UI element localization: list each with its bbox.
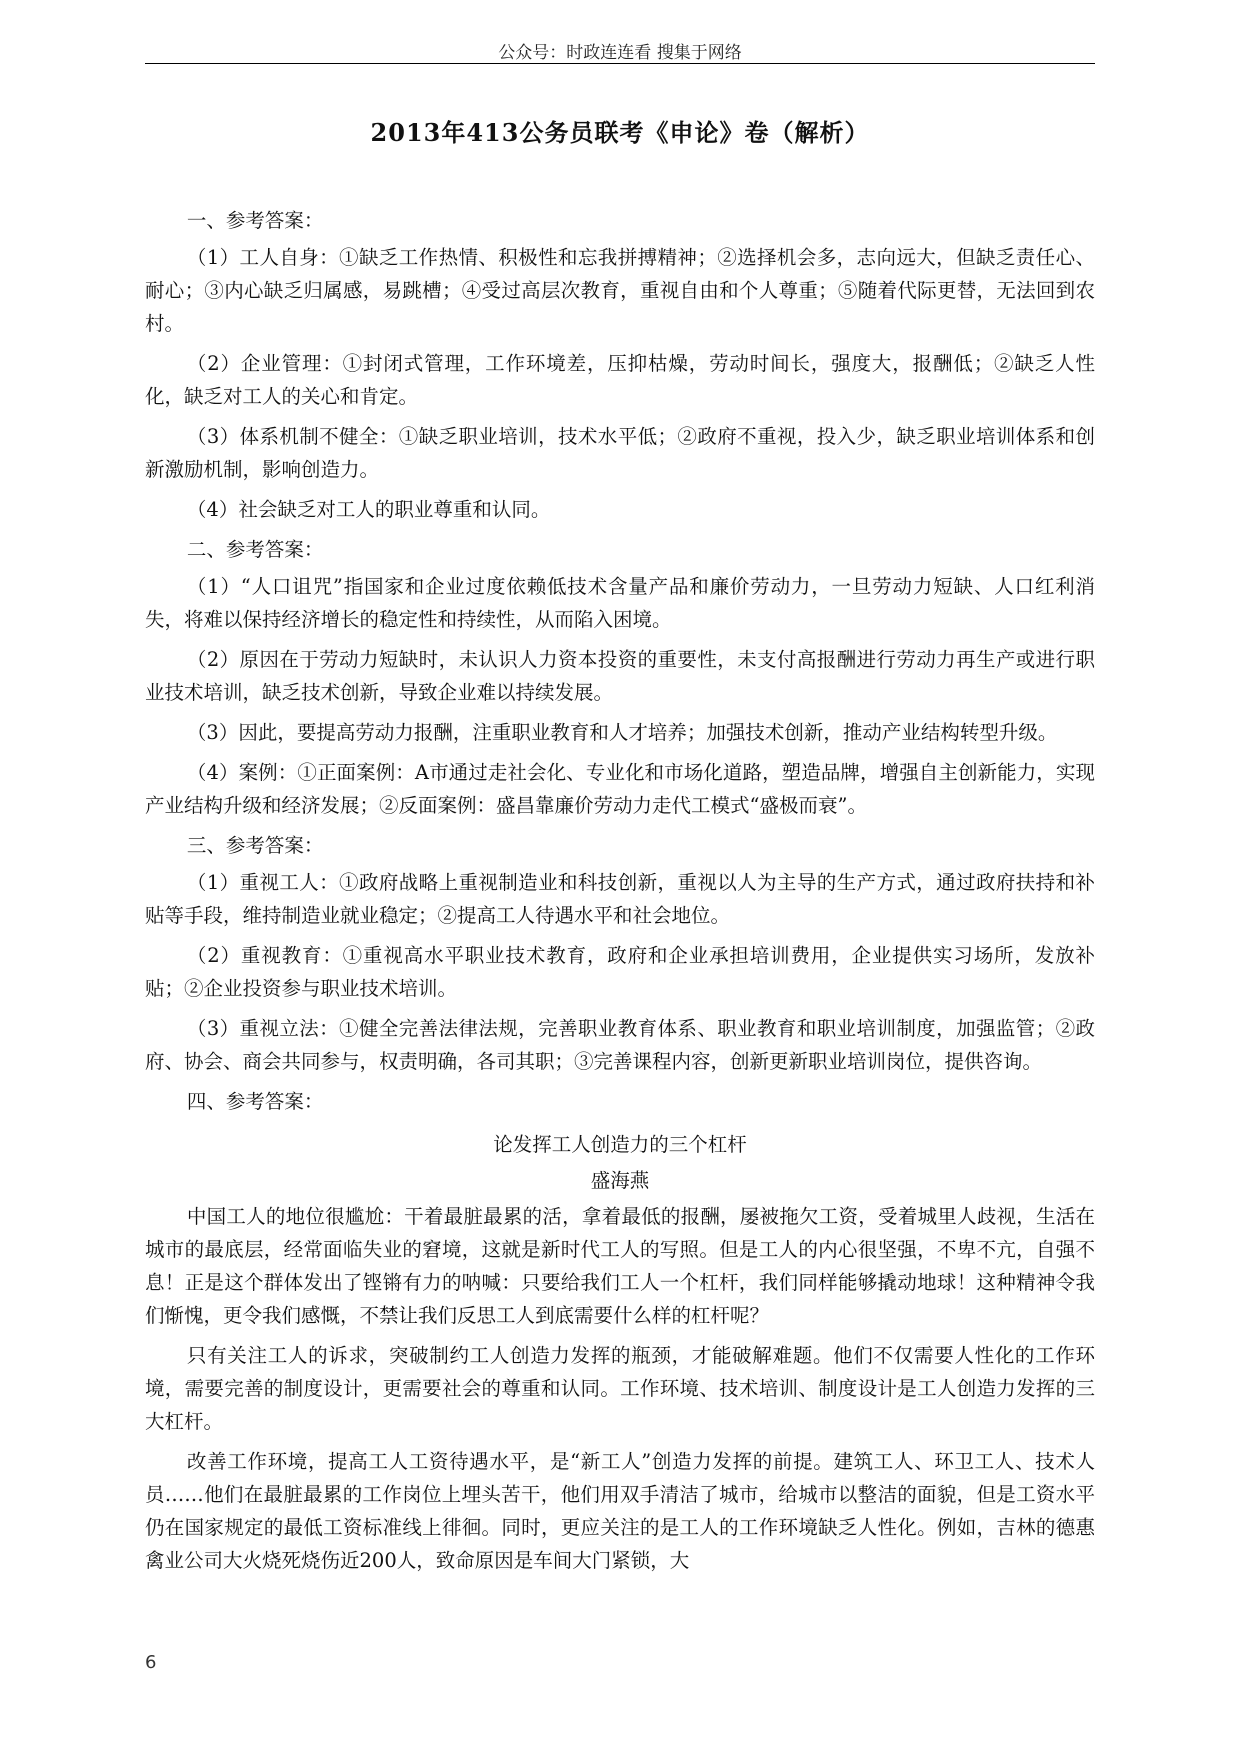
essay-paragraph: 中国工人的地位很尴尬：干着最脏最累的活，拿着最低的报酬，屡被拖欠工资，受着城里人歧视，生活在城市的最底层，经常面临失业的窘境，这就是新时代工人的写照。但是工人的内心很坚强，不卑不亢，自强不息！正是这个群体发出了铿锵有力的呐喊：只要给我们工人一个杠杆，我们同样能够撬动地球！这种精神令我们惭愧，更令我们感慨，不禁让我们反思工人到底需要什么样的杠杆呢？: [145, 1205, 1095, 1327]
answer-paragraph: （4）社会缺乏对工人的职业尊重和认同。: [186, 498, 551, 521]
document-body: [145, 200, 1095, 1584]
document-title: 2013年413公务员联考《申论》卷（解析）: [370, 118, 870, 147]
section-heading: 二、参考答案：: [186, 538, 324, 561]
essay-paragraph: 只有关注工人的诉求，突破制约工人创造力发挥的瓶颈，才能破解难题。他们不仅需要人性化的工作环境，需要完善的制度设计，更需要社会的尊重和认同。工作环境、技术培训、制度设计是工人创造力发挥的三大杠杆。: [145, 1344, 1095, 1433]
answer-paragraph: （2）企业管理：①封闭式管理，工作环境差，压抑枯燥，劳动时间长，强度大，报酬低；②缺乏人性化，缺乏对工人的关心和肯定。: [145, 352, 1095, 408]
section-heading: 三、参考答案：: [186, 834, 324, 857]
header-divider: [145, 63, 1095, 64]
essay-paragraph: 改善工作环境，提高工人工资待遇水平，是“新工人”创造力发挥的前提。建筑工人、环卫工人、技术人员……他们在最脏最累的工作岗位上埋头苦干，他们用双手清洁了城市，给城市以整洁的面貌，但是工资水平仍在国家规定的最低工资标准线上徘徊。同时，更应关注的是工人的工作环境缺乏人性化。例如，吉林的德惠禽业公司大火烧死烧伤近200人，致命原因是车间大门紧锁，大: [145, 1450, 1095, 1572]
answer-paragraph: （2）重视教育：①重视高水平职业技术教育，政府和企业承担培训费用，企业提供实习场所，发放补贴；②企业投资参与职业技术培训。: [145, 944, 1095, 1000]
answer-paragraph: （1）“人口诅咒”指国家和企业过度依赖低技术含量产品和廉价劳动力，一旦劳动力短缺、人口红利消失，将难以保持经济增长的稳定性和持续性，从而陷入困境。: [145, 575, 1095, 631]
answer-paragraph: （2）原因在于劳动力短缺时，未认识人力资本投资的重要性，未支付高报酬进行劳动力再生产或进行职业技术培训，缺乏技术创新，导致企业难以持续发展。: [145, 648, 1095, 704]
page-header: 公众号：时政连连看 搜集于网络: [498, 43, 742, 63]
section-heading: 一、参考答案：: [186, 209, 324, 232]
answer-paragraph: （1）重视工人：①政府战略上重视制造业和科技创新，重视以人为主导的生产方式，通过政府扶持和补贴等手段，维持制造业就业稳定；②提高工人待遇水平和社会地位。: [145, 871, 1095, 927]
answer-paragraph: （4）案例：①正面案例：A市通过走社会化、专业化和市场化道路，塑造品牌，增强自主创新能力，实现产业结构升级和经济发展；②反面案例：盛昌靠廉价劳动力走代工模式“盛极而衰”。: [145, 761, 1095, 817]
section-heading: 四、参考答案：: [186, 1090, 324, 1113]
essay-author: 盛海燕: [590, 1169, 650, 1192]
essay-title: 论发挥工人创造力的三个杠杆: [493, 1133, 747, 1156]
answer-paragraph: （1）工人自身：①缺乏工作热情、积极性和忘我拼搏精神；②选择机会多，志向远大，但缺乏责任心、耐心；③内心缺乏归属感，易跳槽；④受过高层次教育，重视自由和个人尊重；⑤随着代际更替，无法回到农村。: [145, 246, 1095, 335]
page-number: 6: [145, 1652, 157, 1673]
answer-paragraph: （3）因此，要提高劳动力报酬，注重职业教育和人才培养；加强技术创新，推动产业结构转型升级。: [186, 721, 1058, 744]
answer-paragraph: （3）重视立法：①健全完善法律法规，完善职业教育体系、职业教育和职业培训制度，加强监管；②政府、协会、商会共同参与，权责明确，各司其职；③完善课程内容，创新更新职业培训岗位，提供咨询。: [145, 1017, 1095, 1073]
answer-paragraph: （3）体系机制不健全：①缺乏职业培训，技术水平低；②政府不重视，投入少，缺乏职业培训体系和创新激励机制，影响创造力。: [145, 425, 1095, 481]
